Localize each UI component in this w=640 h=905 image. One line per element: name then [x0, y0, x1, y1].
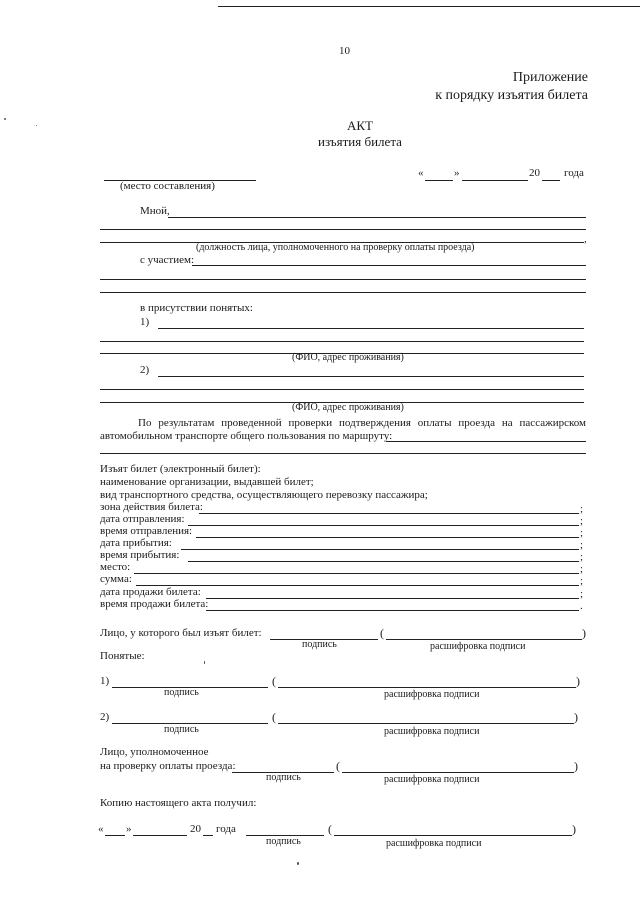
witness2-line-2[interactable] — [100, 389, 584, 390]
witness2-decoding-line[interactable] — [278, 723, 574, 724]
by-me-label: Мной, — [140, 205, 170, 217]
participation-label: с участием: — [140, 254, 195, 266]
date-year-suffix: года — [564, 167, 584, 179]
witness2-fio-caption: (ФИО, адрес проживания) — [292, 402, 404, 413]
witness1-line[interactable] — [158, 328, 584, 329]
ticket-field-arrival-time-line[interactable] — [188, 561, 579, 562]
copy-signature-caption: подпись — [266, 836, 301, 847]
act-title: АКТ — [347, 118, 373, 133]
scan-speck — [204, 661, 205, 664]
witnesses-presence-label: в присутствии понятых: — [140, 302, 253, 314]
date-year-prefix: 20 — [529, 167, 540, 179]
witness2-signature-caption: подпись — [164, 724, 199, 735]
witness1-fio-caption: (ФИО, адрес проживания) — [292, 352, 404, 363]
witness2-decoding-caption: расшифровка подписи — [384, 726, 480, 737]
copy-date-month-line[interactable] — [133, 835, 187, 836]
ticket-holder-label: Лицо, у которого был изъят билет: — [100, 627, 262, 639]
copy-date-year-line[interactable] — [203, 835, 213, 836]
witness1-decoding-line[interactable] — [278, 687, 576, 688]
ticket-holder-decoding-caption: расшифровка подписи — [430, 641, 526, 652]
route-line-2[interactable] — [100, 453, 586, 454]
date-day-line[interactable] — [425, 180, 453, 181]
place-caption: (место составления) — [120, 180, 215, 192]
ticket-field-sale-date: дата продажи билета: — [100, 586, 201, 598]
ticket-field-zone: зона действия билета: — [100, 501, 203, 513]
witness1-signature-caption: подпись — [164, 687, 199, 698]
ticket-field-arrival-date-line[interactable] — [181, 549, 579, 550]
check-paragraph: По результатам проведенной проверки подтверждения оплаты проезда на пассажирском автомобильном транспорте общего пользования по маршруту: — [100, 417, 586, 442]
ticket-field-zone-line[interactable] — [199, 513, 579, 514]
participation-line-2[interactable] — [100, 279, 586, 280]
position-caption: (должность лица, уполномоченного на проверку оплаты проезда) — [196, 242, 475, 253]
ticket-holder-signature-caption: подпись — [302, 639, 337, 650]
ticket-field-departure-date-line[interactable] — [188, 525, 579, 526]
ticket-holder-decoding-line[interactable] — [386, 639, 582, 640]
scan-top-border — [218, 6, 640, 7]
copy-date-day-line[interactable] — [105, 835, 125, 836]
ticket-field-amount-line[interactable] — [136, 585, 579, 586]
by-me-line[interactable] — [168, 217, 586, 218]
ticket-field-seat-line[interactable] — [134, 573, 579, 574]
copy-decoding-line[interactable] — [334, 835, 572, 836]
authorized-signature-caption: подпись — [266, 772, 301, 783]
ticket-field-amount: сумма: — [100, 573, 132, 585]
ticket-field-departure-time-line[interactable] — [196, 537, 579, 538]
ticket-field-arrival-date: дата прибытия: — [100, 537, 172, 549]
witness1-line-2[interactable] — [100, 341, 584, 342]
by-me-line-2[interactable] — [100, 229, 586, 230]
scan-speck — [297, 862, 299, 865]
participation-line-3[interactable] — [100, 292, 586, 293]
authorized-label-2: на проверку оплаты проезда: — [100, 760, 236, 772]
witness1-decoding-caption: расшифровка подписи — [384, 689, 480, 700]
route-line[interactable] — [386, 441, 586, 442]
authorized-decoding-line[interactable] — [342, 772, 574, 773]
ticket-field-sale-time-line[interactable] — [206, 610, 579, 611]
ticket-field-sale-date-line[interactable] — [206, 598, 579, 599]
ticket-org-label: наименование организации, выдавшей билет; — [100, 476, 314, 488]
ticket-field-arrival-time: время прибытия: — [100, 549, 180, 561]
ticket-field-seat: место: — [100, 561, 131, 573]
act-subtitle: изъятия билета — [318, 134, 402, 149]
ticket-intro: Изъят билет (электронный билет): — [100, 463, 261, 475]
copy-received-label: Копию настоящего акта получил: — [100, 797, 257, 809]
date-close-quote: » — [454, 167, 460, 179]
ticket-field-sale-time: время продажи билета: — [100, 598, 209, 610]
appendix-title: Приложение — [512, 70, 588, 85]
ticket-vehicle-label: вид транспортного средства, осуществляющего перевозку пассажира; — [100, 489, 428, 501]
document-page: 10 Приложение к порядку изъятия билета АКТ изъятия билета (место составления) « » 20 года Мной, , (должность лица, уполномоченного на проверку оплаты проезда) с участием: в присутствии понятых: 1) (ФИО, адрес проживания) 2) (ФИО, адрес проживания) По результатам проведенной проверки подтверждения оплаты проезда на пассажирском автомобильном транспорте общего пользования по маршруту: Изъят билет (электронный билет): наименование организации, выдавшей билет; вид транспортного средства, осуществляющего перевозку пассажира; зона действия билета: ; дата отправления: ; время отправления: ; дата прибытия: ; время прибытия: ; место: ; сумма: ; дата продажи билета: ; время продажи билета: . Лицо, у которого был изъят билет: ( ) подпись расшифровка подписи Понятые: 1) ( ) подпись расшифровка подписи 2) ( ) подпись расшифровка подписи Лицо, уполномоченное на проверку оплаты проезда: ( ) подпись расшифровка подписи Копию настоящего акта получил: « » 20 года ( ) подпись расшифровка подписи — [0, 0, 640, 905]
witness2-line[interactable] — [158, 376, 584, 377]
ticket-field-departure-date: дата отправления: — [100, 513, 185, 525]
authorized-label-1: Лицо, уполномоченное — [100, 746, 209, 758]
participation-line[interactable] — [192, 265, 586, 266]
copy-decoding-caption: расшифровка подписи — [386, 838, 482, 849]
appendix-subtitle: к порядку изъятия билета — [435, 88, 588, 103]
witnesses-label: Понятые: — [100, 650, 145, 662]
date-open-quote: « — [418, 167, 424, 179]
authorized-decoding-caption: расшифровка подписи — [384, 774, 480, 785]
page-number: 10 — [339, 45, 350, 57]
date-year-line[interactable] — [542, 180, 560, 181]
date-month-line[interactable] — [462, 180, 528, 181]
witness2-number: 2) — [140, 364, 150, 376]
ticket-field-departure-time: время отправления: — [100, 525, 193, 537]
witness1-number: 1) — [140, 316, 150, 328]
